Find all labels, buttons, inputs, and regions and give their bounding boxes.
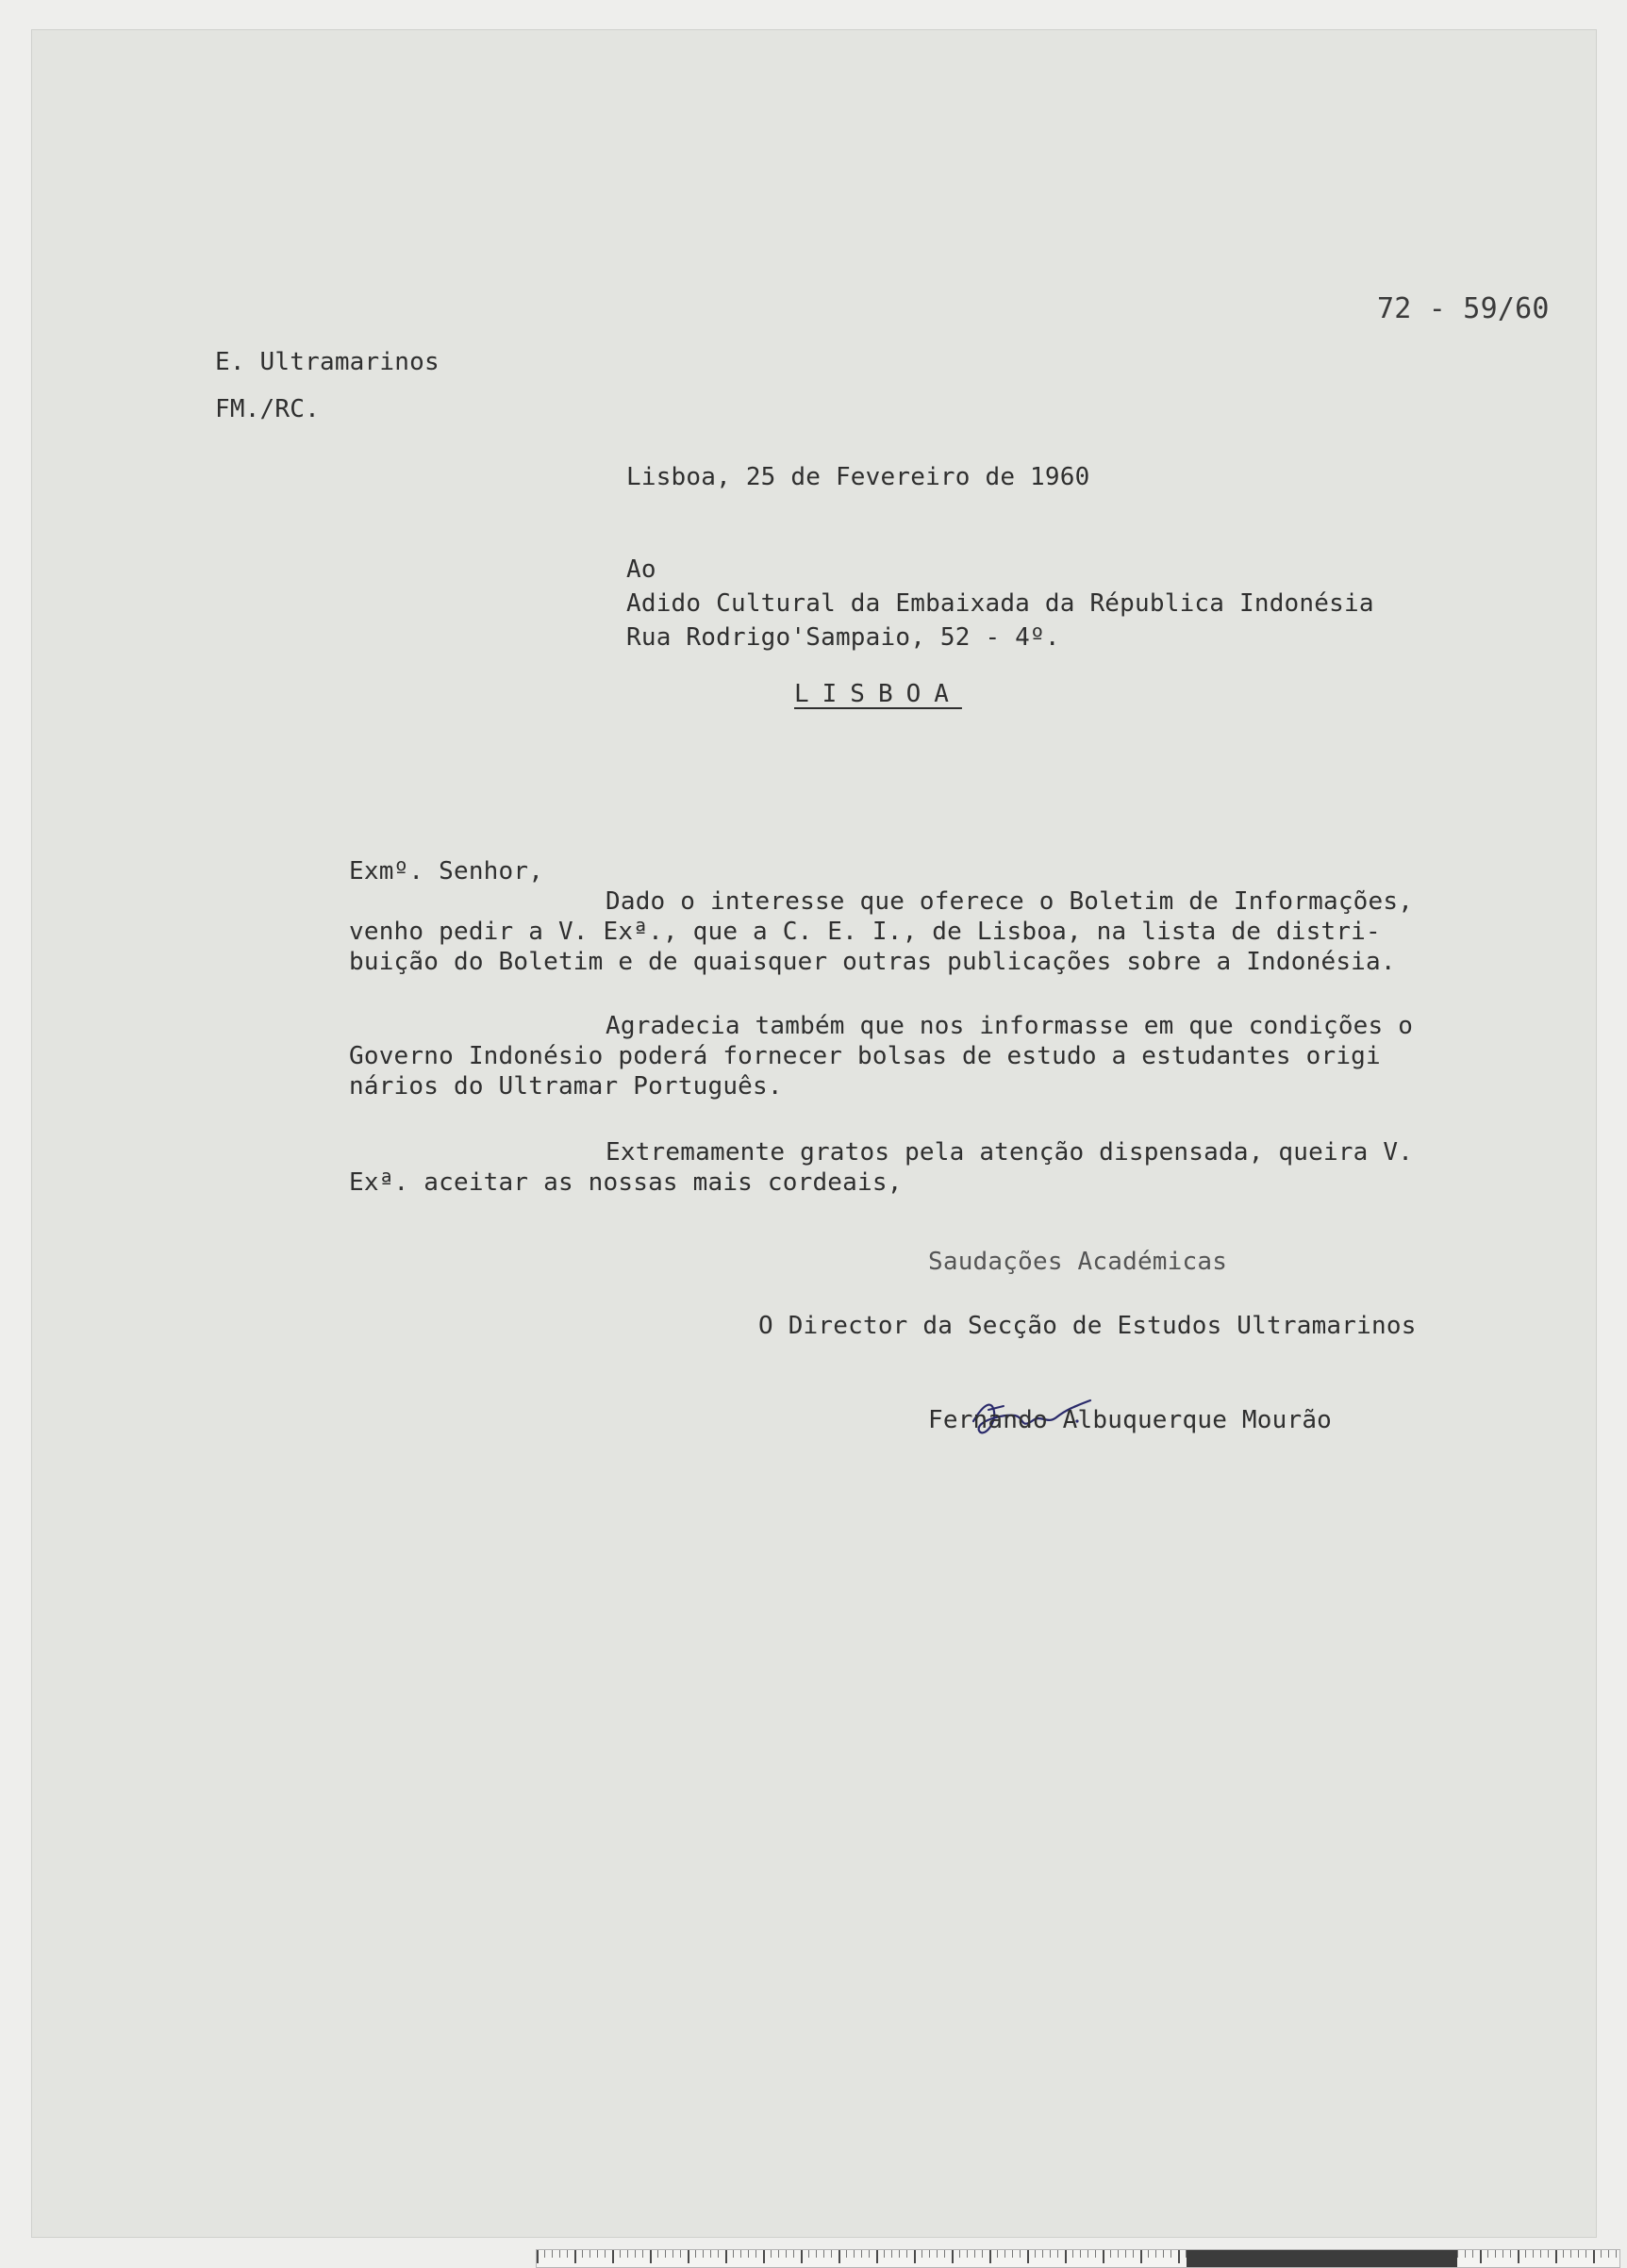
signatory-name: Fernando Albuquerque Mourão	[928, 1406, 1333, 1434]
recipient-address: Rua Rodrigo'Sampaio, 52 - 4º.	[626, 623, 1060, 652]
closing: Saudações Académicas	[928, 1248, 1228, 1276]
sender-department: E. Ultramarinos	[215, 348, 440, 376]
ruler-ticks	[537, 2250, 1619, 2267]
paragraph3-line: Extremamente gratos pela atenção dispensada, queira V.	[606, 1138, 1414, 1167]
recipient-name: Adido Cultural da Embaixada da Républica Indonésia	[626, 589, 1374, 618]
paragraph1-line: venho pedir a V. Exª., que a C. E. I., de Lisboa, na lista de distri-	[349, 918, 1381, 946]
place-date: Lisboa, 25 de Fevereiro de 1960	[626, 463, 1090, 491]
ruler-dark-segment	[1187, 2250, 1457, 2268]
paragraph2-line: Governo Indonésio poderá fornecer bolsas de estudo a estudantes origi	[349, 1042, 1381, 1070]
recipient-prefix: Ao	[626, 555, 656, 584]
sender-initials: FM./RC.	[215, 395, 320, 423]
salutation: Exmº. Senhor,	[349, 857, 544, 886]
paragraph2-line: nários do Ultramar Português.	[349, 1072, 783, 1101]
paragraph1-line: Dado o interesse que oferece o Boletim de Informações,	[606, 887, 1414, 916]
reference-number: 72 - 59/60	[1377, 292, 1550, 325]
letter-page	[32, 30, 1596, 2237]
paragraph2-line: Agradecia também que nos informasse em que condições o	[606, 1012, 1414, 1040]
recipient-city: LISBOA	[794, 680, 962, 708]
paragraph3-line: Exª. aceitar as nossas mais cordeais,	[349, 1168, 903, 1197]
signatory-title: O Director da Secção de Estudos Ultramarinos	[758, 1312, 1417, 1340]
paragraph1-line: buição do Boletim e de quaisquer outras publicações sobre a Indonésia.	[349, 948, 1396, 976]
scale-ruler	[536, 2249, 1620, 2268]
